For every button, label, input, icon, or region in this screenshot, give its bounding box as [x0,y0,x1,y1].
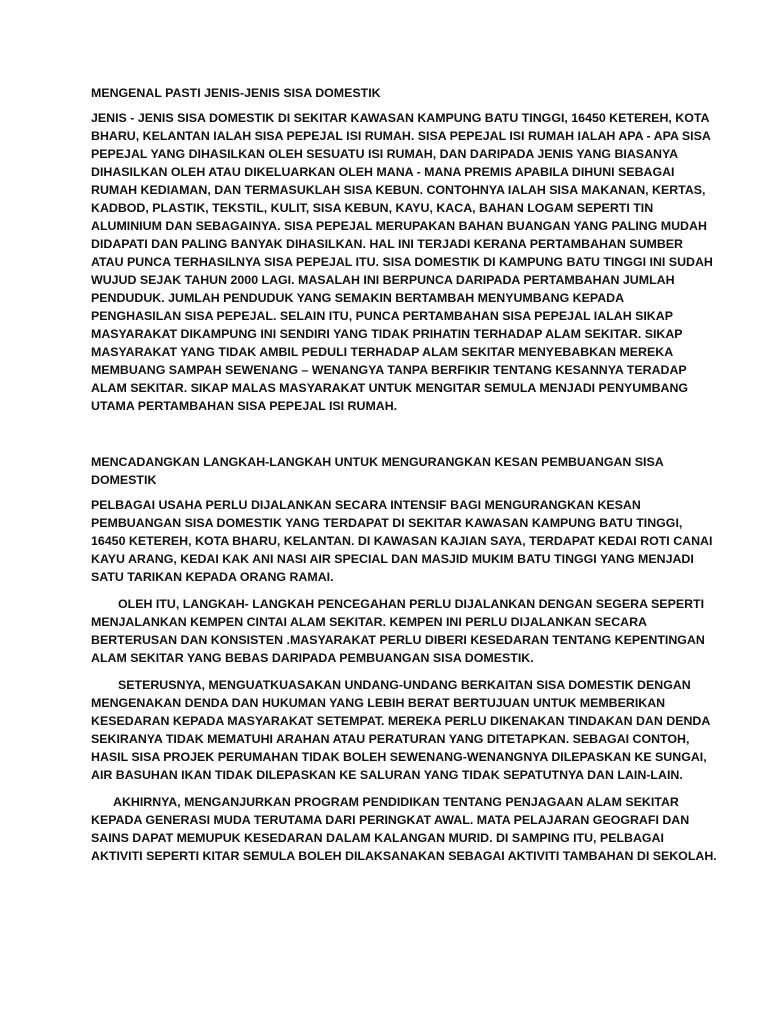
text-line: KEPADA GENERASI MUDA TERUTAMA DARI PERINGKAT AWAL. MATA PELAJARAN GEOGRAFI DAN [91,813,690,827]
text-line: KAYU ARANG, KEDAI KAK ANI NASI AIR SPECIAL DAN MASJID MUKIM BATU TINGGI YANG MENJADI [91,552,694,566]
text-line: BHARU, KELANTAN IALAH SISA PEPEJAL ISI RUMAH. SISA PEPEJAL ISI RUMAH IALAH APA - APA SISA [91,129,711,143]
text-line: PEMBUANGAN SISA DOMESTIK YANG TERDAPAT DI SEKITAR KAWASAN KAMPUNG BATU TINGGI, [91,516,683,530]
text-line: KADBOD, PLASTIK, TEKSTIL, KULIT, SISA KEBUN, KAYU, KACA, BAHAN LOGAM SEPERTI TIN [91,201,654,215]
section2-paragraph-1 [91,496,713,586]
text-line: MASYARAKAT YANG TIDAK AMBIL PEDULI TERHADAP ALAM SEKITAR MENYEBABKAN MEREKA [91,345,674,359]
section-spacer [91,424,691,453]
section2-title [91,453,691,489]
text-line: MASYARAKAT DIKAMPUNG INI SENDIRI YANG TIDAK PRIHATIN TERHADAP ALAM SEKITAR. SIKAP [91,327,683,341]
text-line: DIDAPATI DAN PALING BANYAK DIHASILKAN. HAL INI TERJADI KERANA PERTAMBAHAN SUMBER [91,237,684,251]
text-line: PEPEJAL YANG DIHASILKAN OLEH SESUATU ISI RUMAH, DAN DARIPADA JENIS YANG BIASANYA [91,147,679,161]
section1-title: MENGENAL PASTI JENIS-JENIS SISA DOMESTIK [91,86,381,100]
section1-paragraph [91,109,713,415]
document-page [91,84,717,874]
text-line: BERTERUSAN DAN KONSISTEN .MASYARAKAT PERLU DIBERI KESEDARAN TENTANG KEPENTINGAN [91,633,705,647]
section2-paragraph-2 [91,595,705,667]
text-line: AKTIVITI SEPERTI KITAR SEMULA BOLEH DILAKSANAKAN SEBAGAI AKTIVITI TAMBAHAN DI SEKOLAH. [91,849,717,863]
text-line: PELBAGAI USAHA PERLU DIJALANKAN SECARA INTENSIF BAGI MENGURANGKAN KESAN [91,498,641,512]
text-line: UTAMA PERTAMBAHAN SISA PEPEJAL ISI RUMAH. [91,399,398,413]
text-line: 16450 KETEREH, KOTA BHARU, KELANTAN. DI KAWASAN KAJIAN SAYA, TERDAPAT KEDAI ROTI CANAI [91,534,713,548]
text-line: SETERUSNYA, MENGUATKUASAKAN UNDANG-UNDANG BERKAITAN SISA DOMESTIK DENGAN [118,678,691,692]
text-line: ALAM SEKITAR YANG BEBAS DARIPADA PEMBUANGAN SISA DOMESTIK. [91,651,534,665]
title-line: DOMESTIK [91,473,157,487]
text-line: WUJUD SEJAK TAHUN 2000 LAGI. MASALAH INI BERPUNCA DARIPADA PERTAMBAHAN JUMLAH [91,273,675,287]
text-line: ATAU PUNCA TERHASILNYA SISA PEPEJAL ITU. SISA DOMESTIK DI KAMPUNG BATU TINGGI INI SUDAH [91,255,713,269]
text-line: SEKIRANYA TIDAK MEMATUHI ARAHAN ATAU PERATURAN YANG DITETAPKAN. SEBAGAI CONTOH, [91,732,690,746]
text-line: MENJALANKAN KEMPEN CINTAI ALAM SEKITAR. KEMPEN INI PERLU DIJALANKAN SECARA [91,615,647,629]
text-line: AIR BASUHAN IKAN TIDAK DILEPASKAN KE SALURAN YANG TIDAK SEPATUTNYA DAN LAIN-LAIN. [91,768,683,782]
text-line: SATU TARIKAN KEPADA ORANG RAMAI. [91,570,334,584]
title-line: MENCADANGKAN LANGKAH-LANGKAH UNTUK MENGURANGKAN KESAN PEMBUANGAN SISA [91,455,664,469]
text-line: ALAM SEKITAR. SIKAP MALAS MASYARAKAT UNTUK MENGITAR SEMULA MENJADI PENYUMBANG [91,381,689,395]
text-line: DIHASILKAN OLEH ATAU DIKELUARKAN OLEH MANA - MANA PREMIS APABILA DIHUNI SEBAGAI [91,165,675,179]
text-line: RUMAH KEDIAMAN, DAN TERMASUKLAH SISA KEBUN. CONTOHNYA IALAH SISA MAKANAN, KERTAS, [91,183,706,197]
section2-paragraph-4 [91,793,717,865]
text-line: SAINS DAPAT MEMUPUK KESEDARAN DALAM KALANGAN MURID. DI SAMPING ITU, PELBAGAI [91,831,664,845]
text-line: HASIL SISA PROJEK PERUMAHAN TIDAK BOLEH SEWENANG-WENANGNYA DILEPASKAN KE SUNGAI, [91,750,707,764]
text-line: JENIS - JENIS SISA DOMESTIK DI SEKITAR KAWASAN KAMPUNG BATU TINGGI, 16450 KETEREH, KOTA [91,111,710,125]
text-line: PENGHASILAN SISA PEPEJAL. SELAIN ITU, PUNCA PERTAMBAHAN SISA PEPEJAL IALAH SIKAP [91,309,673,323]
text-line: AKHIRNYA, MENGANJURKAN PROGRAM PENDIDIKAN TENTANG PENJAGAAN ALAM SEKITAR [113,795,679,809]
text-line: MENGENAKAN DENDA DAN HUKUMAN YANG LEBIH BERAT BERTUJUAN UNTUK MEMBERIKAN [91,696,666,710]
text-line: KESEDARAN KEPADA MASYARAKAT SETEMPAT. MEREKA PERLU DIKENAKAN TINDAKAN DAN DENDA [91,714,711,728]
text-line: PENDUDUK. JUMLAH PENDUDUK YANG SEMAKIN BERTAMBAH MENYUMBANG KEPADA [91,291,625,305]
section2-paragraph-3 [91,676,711,784]
text-line: ALUMINIUM DAN SEBAGAINYA. SISA PEPEJAL MERUPAKAN BAHAN BUANGAN YANG PALING MUDAH [91,219,707,233]
text-line: MEMBUANG SAMPAH SEWENANG – WENANGYA TANPA BERFIKIR TENTANG KESANNYA TERADAP [91,363,687,377]
text-line: OLEH ITU, LANGKAH- LANGKAH PENCEGAHAN PERLU DIJALANKAN DENGAN SEGERA SEPERTI [118,597,705,611]
